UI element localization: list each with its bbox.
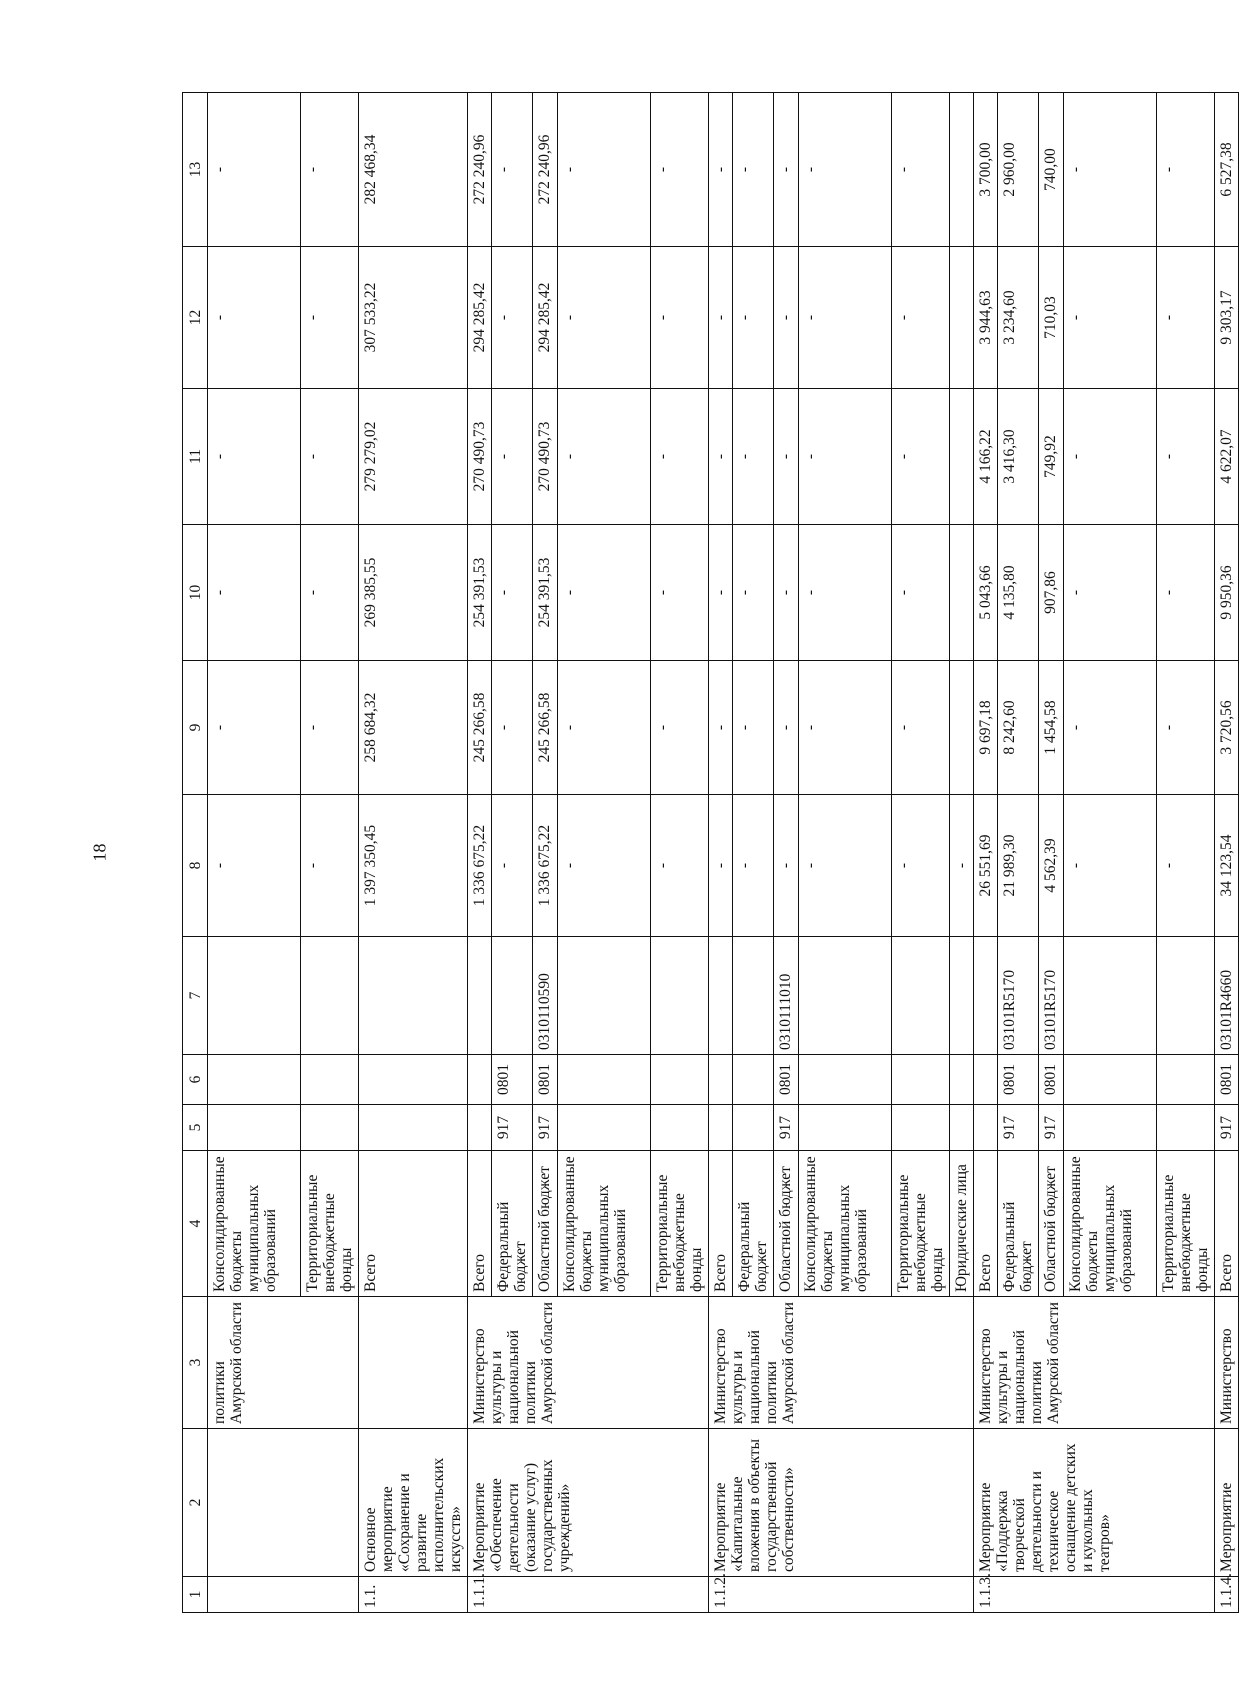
amount-cell: - — [558, 247, 651, 389]
amount-cell: 8 242,60 — [998, 661, 1039, 795]
table-row — [208, 93, 301, 1613]
funding-source: Областной бюджет — [1039, 1151, 1064, 1297]
amount-cell: - — [492, 389, 533, 525]
rzpr-code — [301, 1055, 359, 1105]
amount-cell: 294 285,42 — [533, 247, 558, 389]
rzpr-code: 0801 — [1039, 1055, 1064, 1105]
column-number: 1 — [183, 1577, 208, 1613]
activity-name: Мероприятие «Капитальные вложения в объекты государственной собственности» — [709, 1429, 974, 1577]
csr-code — [733, 937, 774, 1055]
csr-code — [799, 937, 892, 1055]
amount-cell: 294 285,42 — [468, 247, 492, 389]
csr-code — [950, 937, 974, 1055]
csr-code — [892, 937, 950, 1055]
funding-source: Областной бюджет — [533, 1151, 558, 1297]
executor: политики Амурской области — [208, 1297, 359, 1429]
rzpr-code — [799, 1055, 892, 1105]
amount-cell: - — [558, 93, 651, 247]
amount-cell: - — [208, 247, 301, 389]
amount-cell: - — [774, 795, 799, 937]
amount-cell: - — [709, 389, 733, 525]
column-number: 12 — [183, 247, 208, 389]
row-number: 1.1.4. — [1215, 1577, 1239, 1613]
grbs-code: 917 — [998, 1105, 1039, 1151]
grbs-code — [733, 1105, 774, 1151]
amount-cell: - — [651, 795, 709, 937]
csr-code: 0310110590 — [533, 937, 558, 1055]
amount-cell — [950, 389, 974, 525]
amount-cell: 245 266,58 — [468, 661, 492, 795]
amount-cell: 3 234,60 — [998, 247, 1039, 389]
grbs-code: 917 — [492, 1105, 533, 1151]
amount-cell: - — [799, 93, 892, 247]
amount-cell: 1 336 675,22 — [468, 795, 492, 937]
table-row — [359, 93, 468, 1613]
grbs-code — [974, 1105, 998, 1151]
amount-cell: - — [301, 661, 359, 795]
amount-cell: 254 391,53 — [533, 525, 558, 661]
amount-cell: - — [733, 661, 774, 795]
amount-cell: 245 266,58 — [533, 661, 558, 795]
amount-cell: - — [774, 389, 799, 525]
funding-source: Консолидированные бюджеты муниципальных образований — [208, 1151, 301, 1297]
budget-table — [182, 92, 1239, 1613]
table-row — [1215, 93, 1239, 1613]
column-number: 3 — [183, 1297, 208, 1429]
grbs-code — [651, 1105, 709, 1151]
row-number — [208, 1577, 359, 1613]
amount-cell: 34 123,54 — [1215, 795, 1239, 937]
column-number: 2 — [183, 1429, 208, 1577]
rzpr-code — [651, 1055, 709, 1105]
amount-cell: - — [492, 247, 533, 389]
grbs-code — [1064, 1105, 1157, 1151]
amount-cell: - — [709, 661, 733, 795]
funding-source: Юридические лица — [950, 1151, 974, 1297]
amount-cell: - — [733, 389, 774, 525]
amount-cell: - — [1064, 525, 1157, 661]
rzpr-code — [208, 1055, 301, 1105]
amount-cell: - — [208, 525, 301, 661]
amount-cell: - — [301, 93, 359, 247]
rzpr-code — [709, 1055, 733, 1105]
amount-cell: 9 950,36 — [1215, 525, 1239, 661]
amount-cell: 5 043,66 — [974, 525, 998, 661]
amount-cell — [950, 661, 974, 795]
amount-cell: - — [651, 247, 709, 389]
rzpr-code — [733, 1055, 774, 1105]
amount-cell: - — [301, 389, 359, 525]
amount-cell: 270 490,73 — [533, 389, 558, 525]
table-row — [468, 93, 492, 1613]
rzpr-code: 0801 — [492, 1055, 533, 1105]
amount-cell: 4 622,07 — [1215, 389, 1239, 525]
amount-cell: - — [774, 525, 799, 661]
rzpr-code — [1064, 1055, 1157, 1105]
amount-cell: - — [950, 795, 974, 937]
amount-cell: - — [892, 661, 950, 795]
amount-cell: - — [1157, 525, 1215, 661]
amount-cell: 3 700,00 — [974, 93, 998, 247]
csr-code — [301, 937, 359, 1055]
amount-cell: - — [709, 93, 733, 247]
column-number: 6 — [183, 1055, 208, 1105]
amount-cell: - — [492, 795, 533, 937]
grbs-code — [359, 1105, 468, 1151]
csr-code — [1064, 937, 1157, 1055]
grbs-code — [799, 1105, 892, 1151]
csr-code — [492, 937, 533, 1055]
amount-cell: 9 697,18 — [974, 661, 998, 795]
amount-cell: 272 240,96 — [468, 93, 492, 247]
amount-cell: - — [799, 661, 892, 795]
amount-cell: 4 135,80 — [998, 525, 1039, 661]
amount-cell: - — [892, 795, 950, 937]
amount-cell: 270 490,73 — [468, 389, 492, 525]
amount-cell: 1 397 350,45 — [359, 795, 468, 937]
amount-cell: - — [733, 247, 774, 389]
amount-cell: - — [558, 525, 651, 661]
grbs-code — [468, 1105, 492, 1151]
executor: Министерство культуры и национальной политики Амурской области — [468, 1297, 709, 1429]
rzpr-code — [974, 1055, 998, 1105]
csr-code — [651, 937, 709, 1055]
amount-cell: 307 533,22 — [359, 247, 468, 389]
amount-cell: 279 279,02 — [359, 389, 468, 525]
amount-cell: - — [492, 661, 533, 795]
amount-cell: - — [1157, 661, 1215, 795]
grbs-code: 917 — [774, 1105, 799, 1151]
amount-cell: 3 416,30 — [998, 389, 1039, 525]
amount-cell: - — [651, 389, 709, 525]
amount-cell: - — [1064, 389, 1157, 525]
amount-cell: - — [733, 795, 774, 937]
amount-cell: 272 240,96 — [533, 93, 558, 247]
amount-cell: - — [709, 525, 733, 661]
amount-cell: 282 468,34 — [359, 93, 468, 247]
grbs-code — [1157, 1105, 1215, 1151]
amount-cell: - — [492, 525, 533, 661]
amount-cell — [950, 525, 974, 661]
amount-cell: 9 303,17 — [1215, 247, 1239, 389]
column-number: 10 — [183, 525, 208, 661]
executor: Министерство — [1215, 1297, 1239, 1429]
column-number: 7 — [183, 937, 208, 1055]
amount-cell: - — [558, 795, 651, 937]
amount-cell: - — [733, 93, 774, 247]
amount-cell: 3 944,63 — [974, 247, 998, 389]
activity-name: Мероприятие — [1215, 1429, 1239, 1577]
amount-cell — [950, 247, 974, 389]
rzpr-code — [359, 1055, 468, 1105]
column-number: 13 — [183, 93, 208, 247]
amount-cell: - — [208, 661, 301, 795]
amount-cell: 254 391,53 — [468, 525, 492, 661]
row-number: 1.1.3. — [974, 1577, 1215, 1613]
amount-cell: - — [301, 247, 359, 389]
amount-cell: - — [774, 661, 799, 795]
executor: Министерство культуры и национальной политики Амурской области — [709, 1297, 974, 1429]
amount-cell: 6 527,38 — [1215, 93, 1239, 247]
amount-cell: - — [301, 795, 359, 937]
funding-source: Территориальные внебюджетные фонды — [1157, 1151, 1215, 1297]
csr-code: 03101R5170 — [998, 937, 1039, 1055]
funding-source: Территориальные внебюджетные фонды — [301, 1151, 359, 1297]
rzpr-code: 0801 — [998, 1055, 1039, 1105]
column-number: 4 — [183, 1151, 208, 1297]
rzpr-code — [950, 1055, 974, 1105]
amount-cell: - — [892, 247, 950, 389]
executor: Министерство культуры и национальной политики Амурской области — [974, 1297, 1215, 1429]
funding-source: Всего — [468, 1151, 492, 1297]
amount-cell: 1 336 675,22 — [533, 795, 558, 937]
rzpr-code — [892, 1055, 950, 1105]
amount-cell: - — [1157, 93, 1215, 247]
grbs-code — [208, 1105, 301, 1151]
executor — [359, 1297, 468, 1429]
amount-cell: - — [1157, 795, 1215, 937]
row-number: 1.1.2. — [709, 1577, 974, 1613]
column-number: 11 — [183, 389, 208, 525]
table-row — [709, 93, 733, 1613]
row-number: 1.1.1. — [468, 1577, 709, 1613]
rzpr-code: 0801 — [533, 1055, 558, 1105]
funding-source: Территориальные внебюджетные фонды — [651, 1151, 709, 1297]
amount-cell: - — [892, 525, 950, 661]
funding-source: Территориальные внебюджетные фонды — [892, 1151, 950, 1297]
amount-cell: - — [709, 247, 733, 389]
amount-cell: 269 385,55 — [359, 525, 468, 661]
amount-cell: - — [799, 389, 892, 525]
amount-cell: - — [774, 93, 799, 247]
amount-cell: - — [208, 795, 301, 937]
amount-cell: - — [709, 795, 733, 937]
column-number: 5 — [183, 1105, 208, 1151]
activity-name: Мероприятие «Обеспечение деятельности (оказание услуг) государственных учреждений» — [468, 1429, 709, 1577]
grbs-code — [950, 1105, 974, 1151]
funding-source: Областной бюджет — [774, 1151, 799, 1297]
csr-code — [359, 937, 468, 1055]
amount-cell: 1 454,58 — [1039, 661, 1064, 795]
amount-cell: - — [892, 93, 950, 247]
amount-cell: - — [892, 389, 950, 525]
grbs-code — [709, 1105, 733, 1151]
amount-cell: 4 166,22 — [974, 389, 998, 525]
amount-cell: - — [301, 525, 359, 661]
amount-cell: 2 960,00 — [998, 93, 1039, 247]
amount-cell: - — [733, 525, 774, 661]
page-number: 18 — [89, 843, 110, 862]
amount-cell: 4 562,39 — [1039, 795, 1064, 937]
amount-cell: - — [799, 795, 892, 937]
amount-cell: - — [558, 661, 651, 795]
rzpr-code — [1157, 1055, 1215, 1105]
amount-cell: 26 551,69 — [974, 795, 998, 937]
amount-cell — [950, 93, 974, 247]
amount-cell: 749,92 — [1039, 389, 1064, 525]
amount-cell: - — [208, 389, 301, 525]
amount-cell: - — [799, 525, 892, 661]
activity-name: Основное мероприятие «Сохранение и развитие исполнительских искусств» — [359, 1429, 468, 1577]
amount-cell: 21 989,30 — [998, 795, 1039, 937]
csr-code — [709, 937, 733, 1055]
csr-code — [558, 937, 651, 1055]
amount-cell: 258 684,32 — [359, 661, 468, 795]
funding-source: Федеральный бюджет — [998, 1151, 1039, 1297]
csr-code: 03101R5170 — [1039, 937, 1064, 1055]
grbs-code — [892, 1105, 950, 1151]
column-number: 9 — [183, 661, 208, 795]
funding-source: Консолидированные бюджеты муниципальных образований — [799, 1151, 892, 1297]
rotated-table-frame — [182, 93, 1235, 1613]
grbs-code — [558, 1105, 651, 1151]
column-number: 8 — [183, 795, 208, 937]
amount-cell: 740,00 — [1039, 93, 1064, 247]
csr-code — [468, 937, 492, 1055]
funding-source: Всего — [1215, 1151, 1239, 1297]
amount-cell: - — [1064, 93, 1157, 247]
csr-code — [1157, 937, 1215, 1055]
funding-source: Всего — [974, 1151, 998, 1297]
amount-cell: - — [1064, 795, 1157, 937]
grbs-code — [301, 1105, 359, 1151]
funding-source: Консолидированные бюджеты муниципальных образований — [1064, 1151, 1157, 1297]
amount-cell: - — [774, 247, 799, 389]
amount-cell: 907,86 — [1039, 525, 1064, 661]
csr-code — [974, 937, 998, 1055]
amount-cell: - — [1157, 389, 1215, 525]
amount-cell: - — [1064, 661, 1157, 795]
rzpr-code — [558, 1055, 651, 1105]
table-row — [974, 93, 998, 1613]
row-number: 1.1. — [359, 1577, 468, 1613]
header-row — [183, 93, 208, 1613]
activity-name — [208, 1429, 359, 1577]
rzpr-code: 0801 — [774, 1055, 799, 1105]
amount-cell: - — [651, 93, 709, 247]
amount-cell: 710,03 — [1039, 247, 1064, 389]
rzpr-code — [468, 1055, 492, 1105]
amount-cell: - — [492, 93, 533, 247]
amount-cell: - — [799, 247, 892, 389]
amount-cell: - — [1064, 247, 1157, 389]
csr-code: 03101R4660 — [1215, 937, 1239, 1055]
grbs-code: 917 — [1215, 1105, 1239, 1151]
amount-cell: - — [208, 93, 301, 247]
amount-cell: 3 720,56 — [1215, 661, 1239, 795]
funding-source: Всего — [359, 1151, 468, 1297]
grbs-code: 917 — [533, 1105, 558, 1151]
funding-source: Федеральный бюджет — [733, 1151, 774, 1297]
funding-source: Консолидированные бюджеты муниципальных образований — [558, 1151, 651, 1297]
amount-cell: - — [651, 525, 709, 661]
rzpr-code: 0801 — [1215, 1055, 1239, 1105]
activity-name: Мероприятие «Поддержка творческой деятельности и техническое оснащение детских и кукольных театров» — [974, 1429, 1215, 1577]
amount-cell: - — [651, 661, 709, 795]
amount-cell: - — [1157, 247, 1215, 389]
grbs-code: 917 — [1039, 1105, 1064, 1151]
funding-source: Всего — [709, 1151, 733, 1297]
csr-code: 0310111010 — [774, 937, 799, 1055]
csr-code — [208, 937, 301, 1055]
funding-source: Федеральный бюджет — [492, 1151, 533, 1297]
amount-cell: - — [558, 389, 651, 525]
